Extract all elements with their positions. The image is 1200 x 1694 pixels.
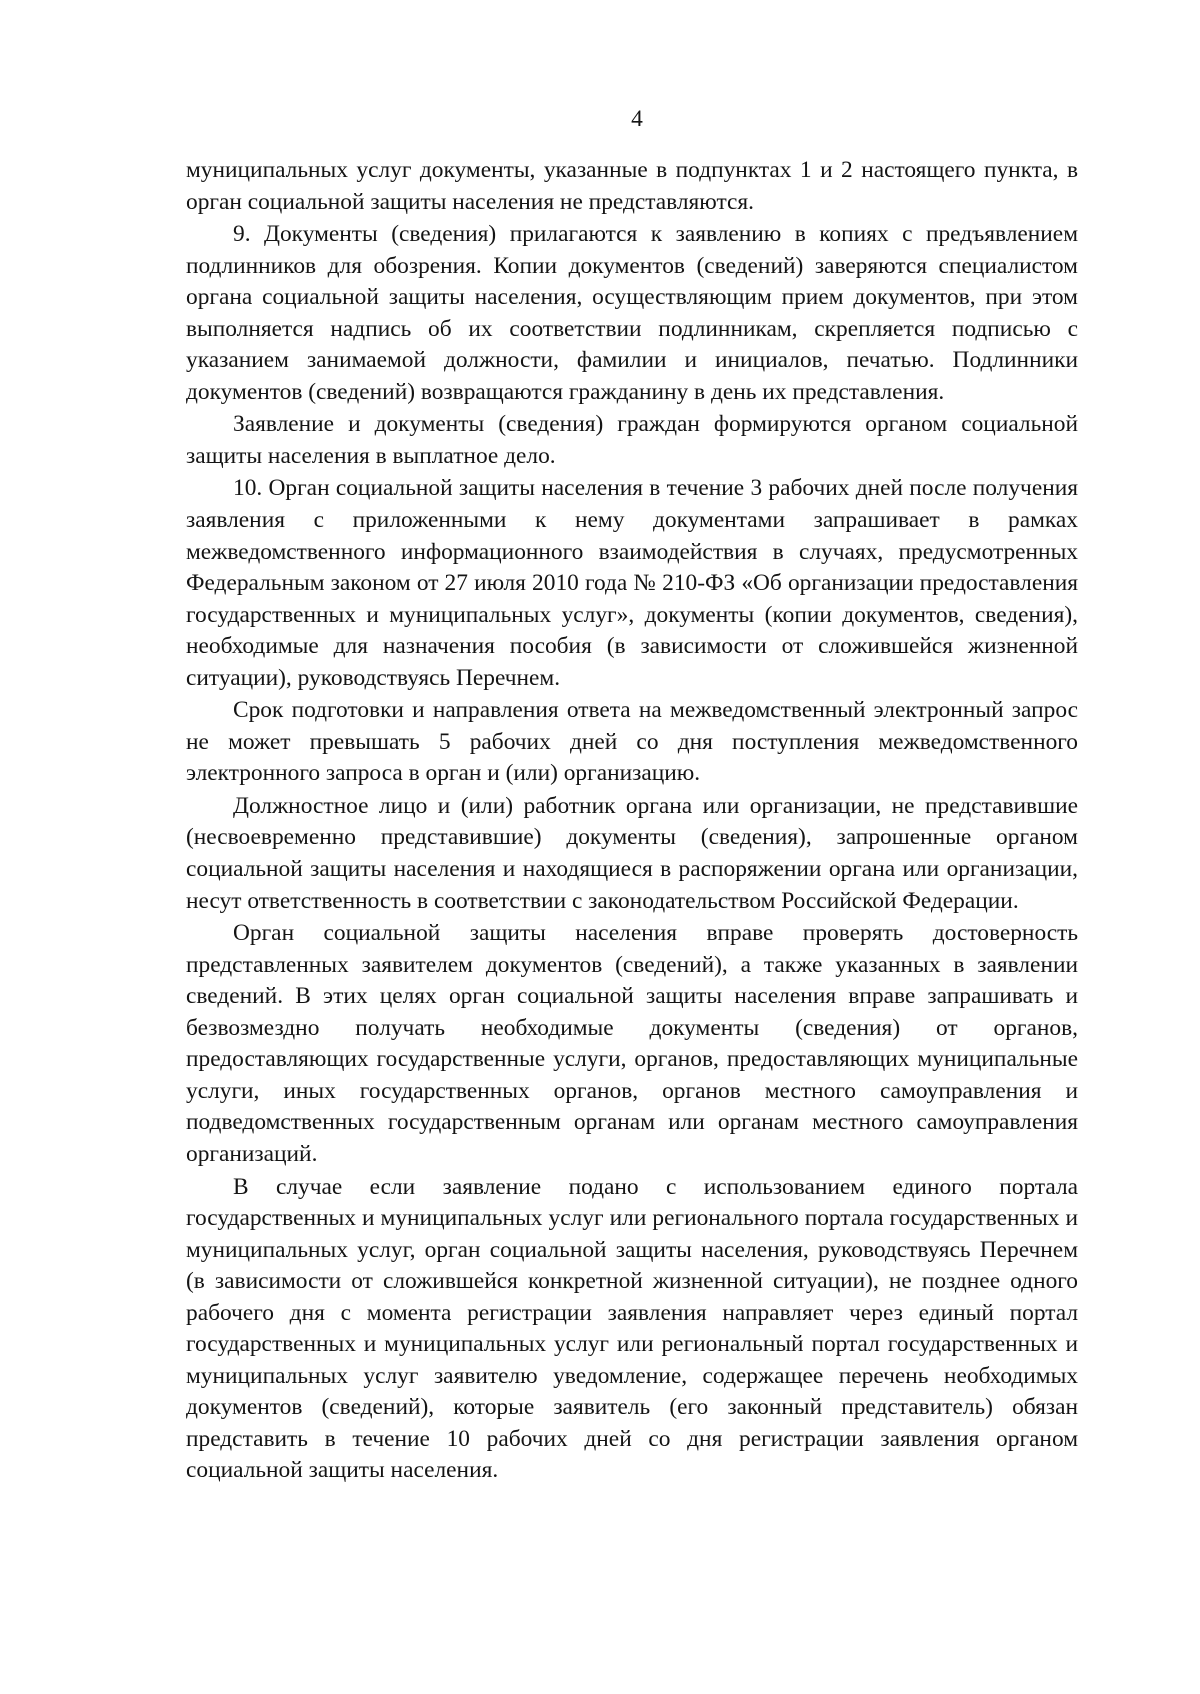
paragraph-continuation: муниципальных услуг документы, указанные в подпунктах 1 и 2 настоящего пункта, в орган социальной защиты населения не представляются. xyxy=(186,157,1078,215)
document-body xyxy=(186,155,1078,1487)
paragraph: Срок подготовки и направления ответа на межведомственный электронный запрос не может превышать 5 рабочих дней со дня поступления межведомственного электронного запроса в орган и (или) организацию. xyxy=(186,697,1078,787)
paragraph: Заявление и документы (сведения) граждан формируются органом социальной защиты населения в выплатное дело. xyxy=(186,411,1078,469)
paragraph-item-9: 9. Документы (сведения) прилагаются к заявлению в копиях с предъявлением подлинников для обозрения. Копии документов (сведений) заверяются специалистом органа социальной защиты населения, осуществляющим прием документов, при этом выполняется надпись об их соответствии подлинникам, скрепляется подписью с указанием занимаемой должности, фамилии и инициалов, печатью. Подлинники документов (сведений) возвращаются гражданину в день их представления. xyxy=(186,221,1078,405)
paragraph: Орган социальной защиты населения вправе проверять достоверность представленных заявителем документов (сведений), а также указанных в заявлении сведений. В этих целях орган социальной защиты населения вправе запрашивать и безвозмездно получать необходимые документы (сведения) от органов, предоставляющих государственные услуги, органов, предоставляющих муниципальные услуги, иных государственных органов, органов местного самоуправления и подведомственных государственным органам или органам местного самоуправления организаций. xyxy=(186,920,1078,1167)
paragraph-item-10: 10. Орган социальной защиты населения в течение 3 рабочих дней после получения заявления с приложенными к нему документами запрашивает в рамках межведомственного информационного взаимодействия в случаях, предусмотренных Федеральным законом от 27 июля 2010 года № 210-ФЗ «Об организации предоставления государственных и муниципальных услуг», документы (копии документов, сведения), необходимые для назначения пособия (в зависимости от сложившейся жизненной ситуации), руководствуясь Перечнем. xyxy=(186,475,1078,691)
paragraph: Должностное лицо и (или) работник органа или организации, не представившие (несвоевременно представившие) документы (сведения), запрошенные органом социальной защиты населения и находящиеся в распоряжении органа или организации, несут ответственность в соответствии с законодательством Российской Федерации. xyxy=(186,792,1078,914)
paragraph: В случае если заявление подано с использованием единого портала государственных и муниципальных услуг или регионального портала государственных и муниципальных услуг, орган социальной защиты населения, руководствуясь Перечнем (в зависимости от сложившейся конкретной жизненной ситуации), не позднее одного рабочего дня с момента регистрации заявления направляет через единый портал государственных и муниципальных услуг или региональный портал государственных и муниципальных услуг заявителю уведомление, содержащее перечень необходимых документов (сведений), которые заявитель (его законный представитель) обязан представить в течение 10 рабочих дней со дня регистрации заявления органом социальной защиты населения. xyxy=(186,1173,1078,1484)
page-number: 4 xyxy=(631,106,643,132)
